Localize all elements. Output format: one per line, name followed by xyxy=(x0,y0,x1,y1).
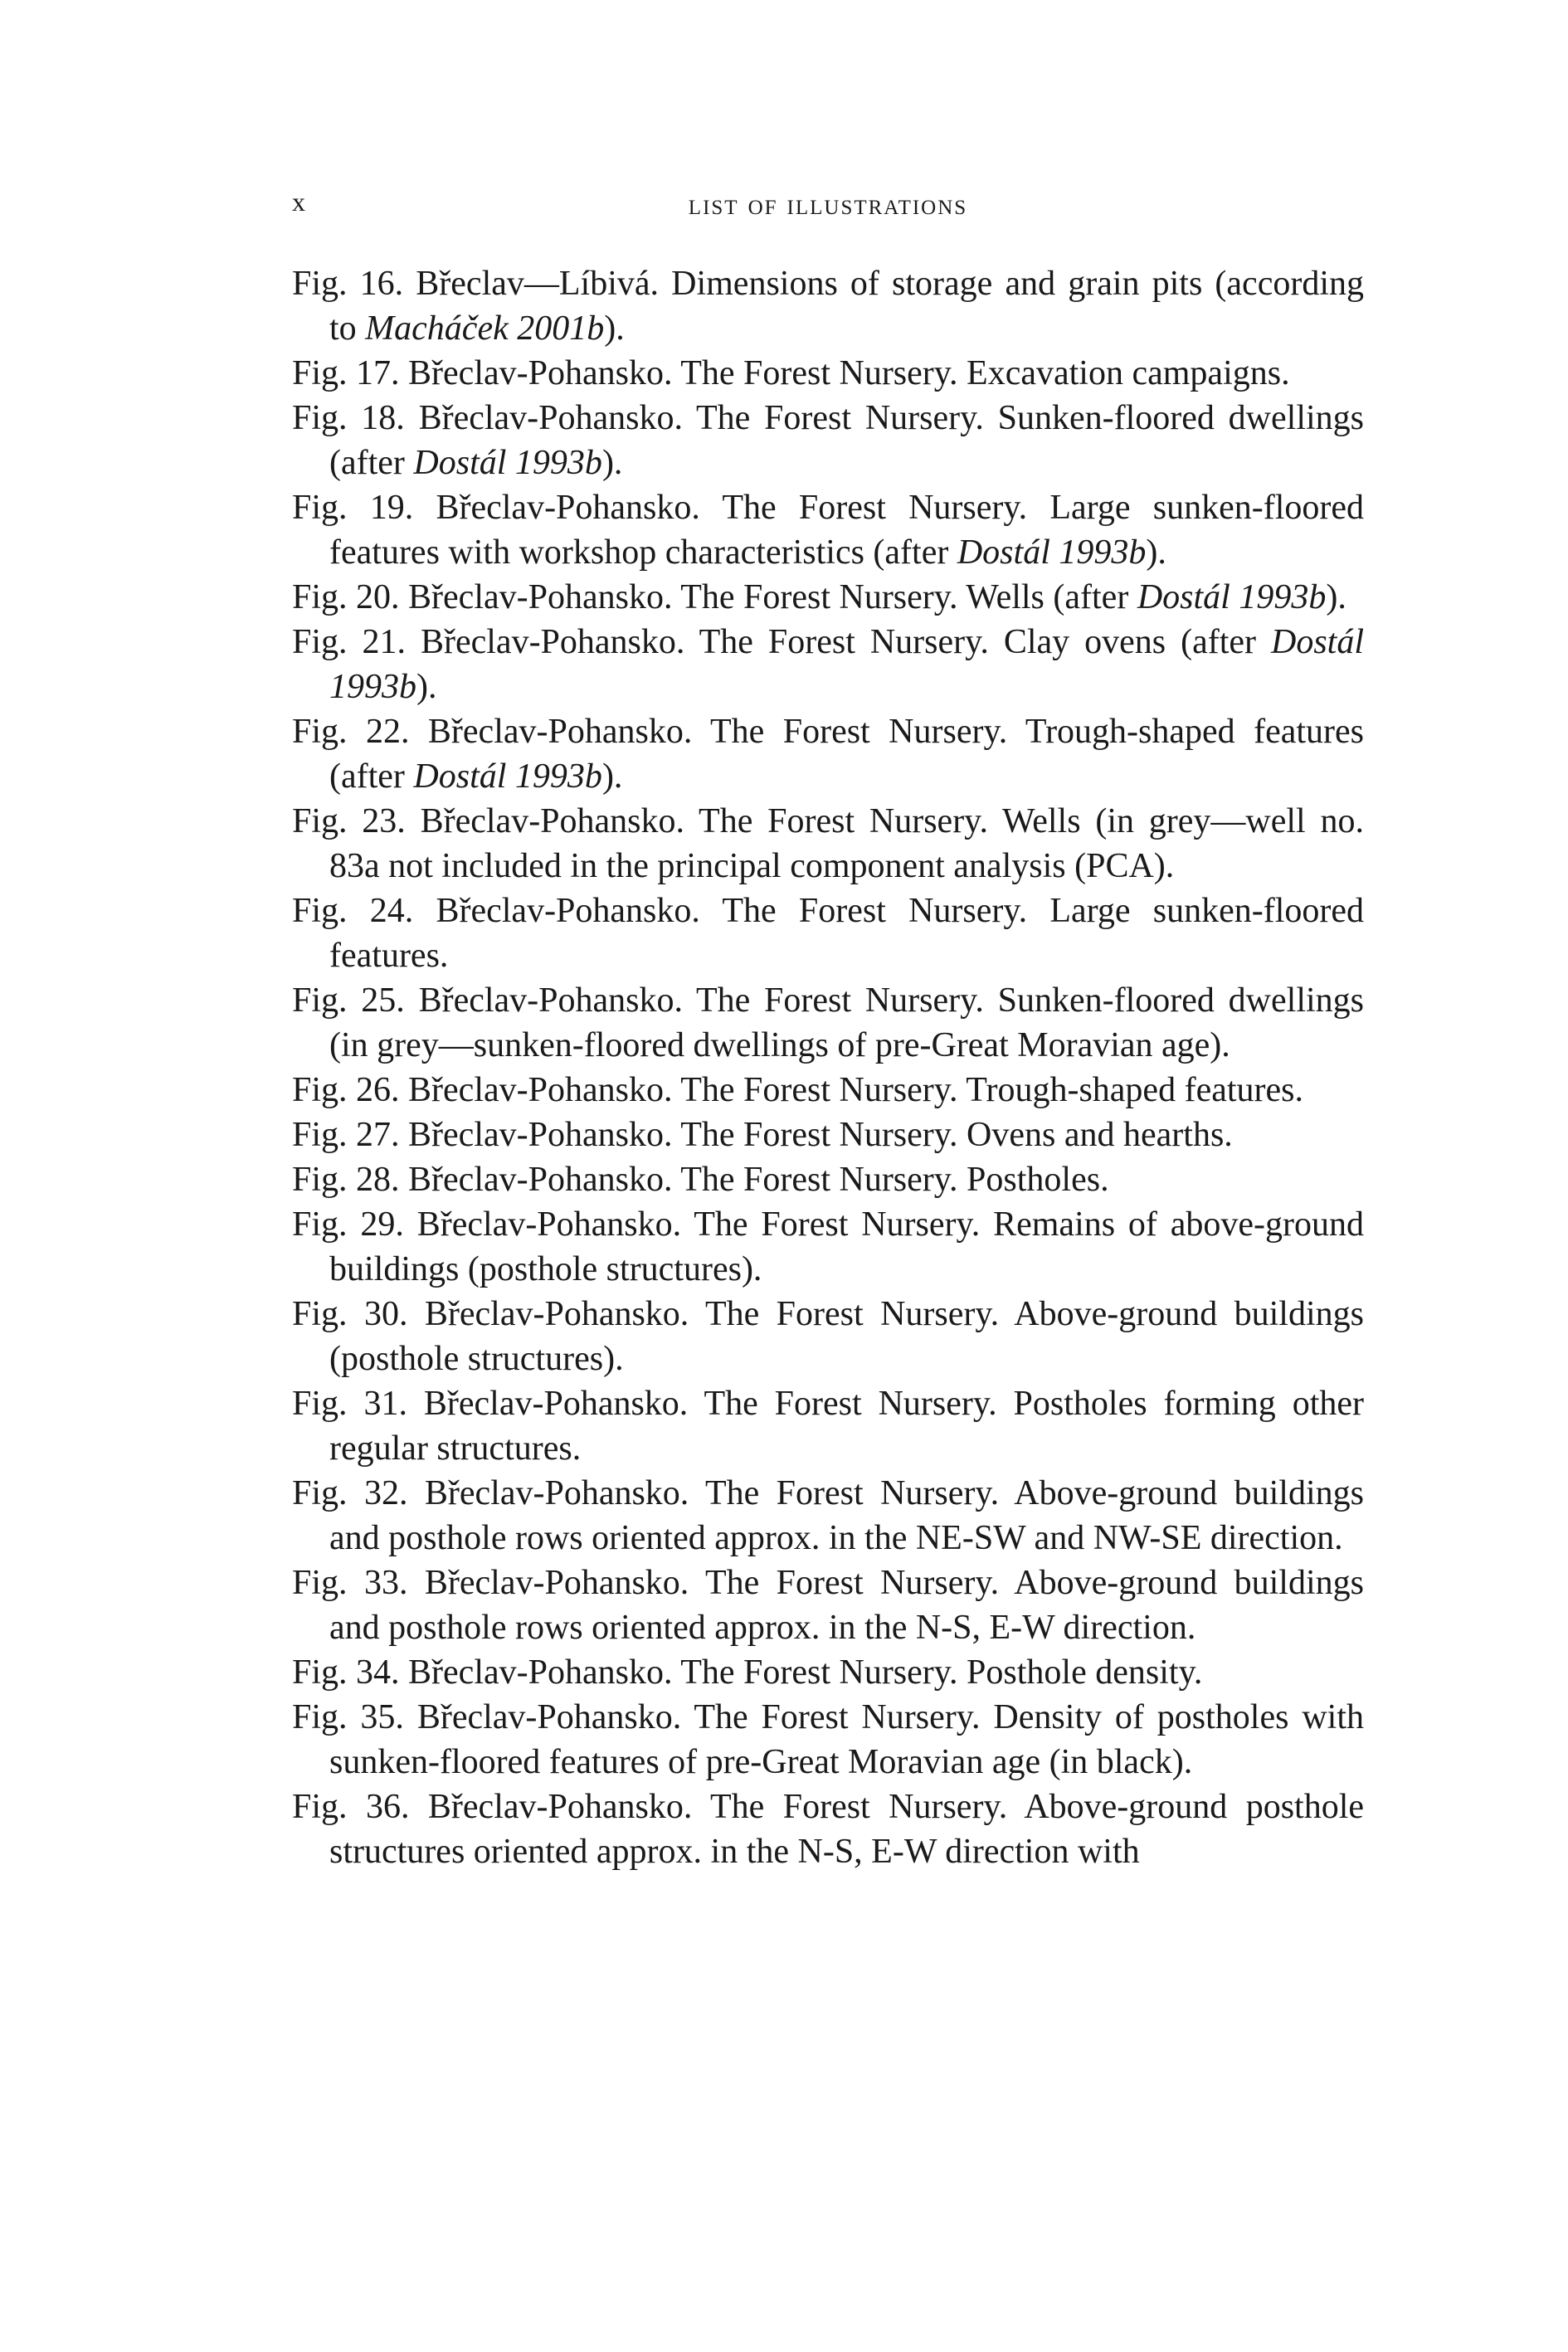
list-item xyxy=(292,889,1364,978)
figure-label: Fig. 16. xyxy=(292,265,404,303)
caption-tail: ). xyxy=(1146,533,1166,572)
figure-caption: Břeclav-Pohansko. The Forest Nursery. Excavation campaigns. xyxy=(408,354,1290,392)
list-item xyxy=(292,1113,1364,1157)
figure-caption: Břeclav-Pohansko. The Forest Nursery. Sunken-floored dwellings (in grey—sunken-floored dwellings of pre-Great Moravian age). xyxy=(329,981,1364,1064)
figure-caption: Břeclav—Líbivá. Dimensions of storage and grain pits (according to xyxy=(329,265,1364,348)
figure-caption: Břeclav-Pohansko. The Forest Nursery. Above-ground buildings and posthole rows oriented approx. in the N-S, E-W direction. xyxy=(329,1564,1364,1647)
figure-caption: Břeclav-Pohansko. The Forest Nursery. Posthole density. xyxy=(408,1653,1203,1692)
citation: Dostál 1993b xyxy=(413,444,602,482)
list-item xyxy=(292,978,1364,1068)
caption-tail: ). xyxy=(601,757,623,796)
list-item xyxy=(292,620,1364,709)
figure-label: Fig. 33. xyxy=(292,1564,408,1602)
figure-caption: Břeclav-Pohansko. The Forest Nursery. Remains of above-ground buildings (posthole structures). xyxy=(329,1205,1365,1288)
caption-tail: ). xyxy=(416,668,437,706)
figure-caption: Břeclav-Pohansko. The Forest Nursery. Sunken-floored dwellings (after xyxy=(329,399,1364,482)
figure-label: Fig. 35. xyxy=(292,1698,404,1736)
figure-label: Fig. 24. xyxy=(292,892,414,930)
list-item xyxy=(292,1157,1364,1202)
figure-label: Fig. 34. xyxy=(292,1653,400,1692)
list-item xyxy=(292,1561,1364,1650)
figure-label: Fig. 27. xyxy=(292,1116,400,1154)
citation: Dostál 1993b xyxy=(329,623,1365,706)
figure-caption: Břeclav-Pohansko. The Forest Nursery. Clay ovens (after xyxy=(420,623,1271,661)
figure-label: Fig. 23. xyxy=(292,802,406,840)
caption-tail: ). xyxy=(1326,578,1346,616)
list-item xyxy=(292,1292,1364,1381)
list-item xyxy=(292,1381,1364,1471)
figure-label: Fig. 31. xyxy=(292,1385,407,1423)
list-item xyxy=(292,1650,1364,1695)
citation: Dostál 1993b xyxy=(1137,578,1327,616)
citation: Dostál 1993b xyxy=(413,757,602,796)
figure-label: Fig. 28. xyxy=(292,1161,400,1199)
running-title: list of illustrations xyxy=(688,187,968,221)
list-item xyxy=(292,1695,1364,1785)
figure-label: Fig. 17. xyxy=(292,354,400,392)
list-item xyxy=(292,709,1364,799)
list-item xyxy=(292,799,1364,889)
list-item xyxy=(292,396,1364,485)
list-item xyxy=(292,1068,1364,1113)
figure-caption: Břeclav-Pohansko. The Forest Nursery. Large sunken-floored features. xyxy=(329,892,1364,975)
figure-caption: Břeclav-Pohansko. The Forest Nursery. Above-ground posthole structures oriented approx. in the N-S, E-W direction with xyxy=(329,1788,1365,1871)
figure-caption: Břeclav-Pohansko. The Forest Nursery. Postholes. xyxy=(408,1161,1109,1199)
figure-caption: Břeclav-Pohansko. The Forest Nursery. Large sunken-floored features with workshop characteristics (after xyxy=(329,489,1364,572)
figure-caption: Břeclav-Pohansko. The Forest Nursery. Ovens and hearths. xyxy=(408,1116,1233,1154)
figure-caption: Břeclav-Pohansko. The Forest Nursery. Wells (in grey—well no. 83a not included in the principal component analysis (PCA). xyxy=(329,802,1365,885)
figure-label: Fig. 26. xyxy=(292,1071,400,1109)
citation: Dostál 1993b xyxy=(957,533,1147,572)
figure-label: Fig. 22. xyxy=(292,713,410,751)
figure-caption: Břeclav-Pohansko. The Forest Nursery. Trough-shaped features. xyxy=(408,1071,1303,1109)
page xyxy=(292,187,1364,1874)
list-item xyxy=(292,261,1364,351)
caption-tail: ). xyxy=(604,309,625,348)
figure-label: Fig. 20. xyxy=(292,578,400,616)
figure-caption: Břeclav-Pohansko. The Forest Nursery. Above-ground buildings and posthole rows oriented approx. in the NE-SW and NW-SE direction. xyxy=(329,1474,1364,1557)
list-item xyxy=(292,485,1364,575)
caption-tail: ). xyxy=(601,444,623,482)
figure-caption: Břeclav-Pohansko. The Forest Nursery. Wells (after xyxy=(408,578,1137,616)
figure-caption: Břeclav-Pohansko. The Forest Nursery. Trough-shaped features (after xyxy=(329,713,1365,796)
list-item xyxy=(292,1202,1364,1292)
figure-caption: Břeclav-Pohansko. The Forest Nursery. Above-ground buildings (posthole structures). xyxy=(329,1295,1364,1378)
list-item xyxy=(292,1785,1364,1874)
figure-label: Fig. 25. xyxy=(292,981,405,1020)
page-number: x xyxy=(292,187,307,217)
list-item xyxy=(292,351,1364,396)
list-item xyxy=(292,575,1364,620)
figure-label: Fig. 29. xyxy=(292,1205,404,1244)
figure-caption: Břeclav-Pohansko. The Forest Nursery. Postholes forming other regular structures. xyxy=(329,1385,1365,1468)
figure-caption: Břeclav-Pohansko. The Forest Nursery. Density of postholes with sunken-floored features of pre-Great Moravian age (in black). xyxy=(329,1698,1365,1781)
figure-label: Fig. 21. xyxy=(292,623,406,661)
figure-label: Fig. 32. xyxy=(292,1474,408,1512)
list-item xyxy=(292,1471,1364,1561)
figure-label: Fig. 18. xyxy=(292,399,405,437)
citation: Macháček 2001b xyxy=(365,309,605,348)
page-header xyxy=(292,187,1364,228)
figure-label: Fig. 36. xyxy=(292,1788,410,1826)
illustrations-list xyxy=(292,261,1364,1874)
figure-label: Fig. 30. xyxy=(292,1295,408,1333)
figure-label: Fig. 19. xyxy=(292,489,414,527)
